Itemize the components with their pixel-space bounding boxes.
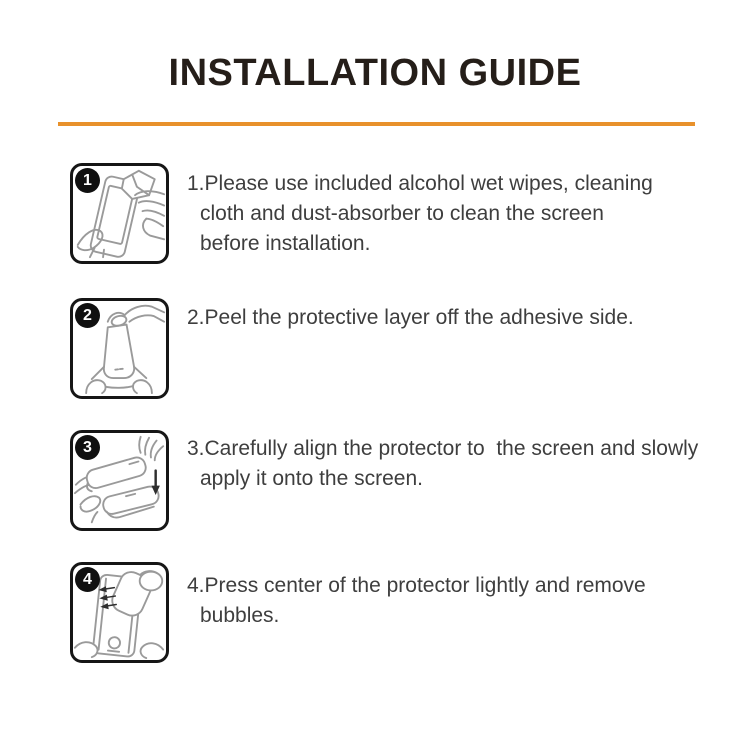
page-title: INSTALLATION GUIDE [168,52,582,94]
step-3-number-label: 3. [187,437,205,460]
step-4-number-label: 4. [187,574,205,597]
step-3-text [187,434,698,494]
step-4-number-badge: 4 [75,567,100,592]
step-4-illustration-box [70,562,169,663]
step-2-illustration-box [70,298,169,399]
step-1-number-badge: 1 [75,168,100,193]
step-3-number-badge: 3 [75,435,100,460]
step-3-illustration-box [70,430,169,531]
step-4-text [187,571,646,631]
title-divider [58,122,695,126]
step-4-line-1: 4.Press center of the protector lightly and remove [187,574,646,597]
step-2-line-1: 2.Peel the protective layer off the adhesive side. [187,306,634,329]
step-1-line-1: 1.Please use included alcohol wet wipes, cleaning [187,172,653,195]
step-2-text [187,303,634,333]
step-1-illustration-box [70,163,169,264]
step-1-line-3: before installation. [200,232,371,255]
step-2-number-label: 2. [187,306,205,329]
step-1-number-label: 1. [187,172,205,195]
step-3-line-1: 3.Carefully align the protector to the screen and slowly [187,437,699,460]
step-1-line-2: cloth and dust-absorber to clean the screen [200,202,604,225]
step-3-line-2: apply it onto the screen. [200,467,423,490]
step-1-text [187,169,653,259]
step-4-line-2: bubbles. [200,604,280,627]
step-2-number-badge: 2 [75,303,100,328]
